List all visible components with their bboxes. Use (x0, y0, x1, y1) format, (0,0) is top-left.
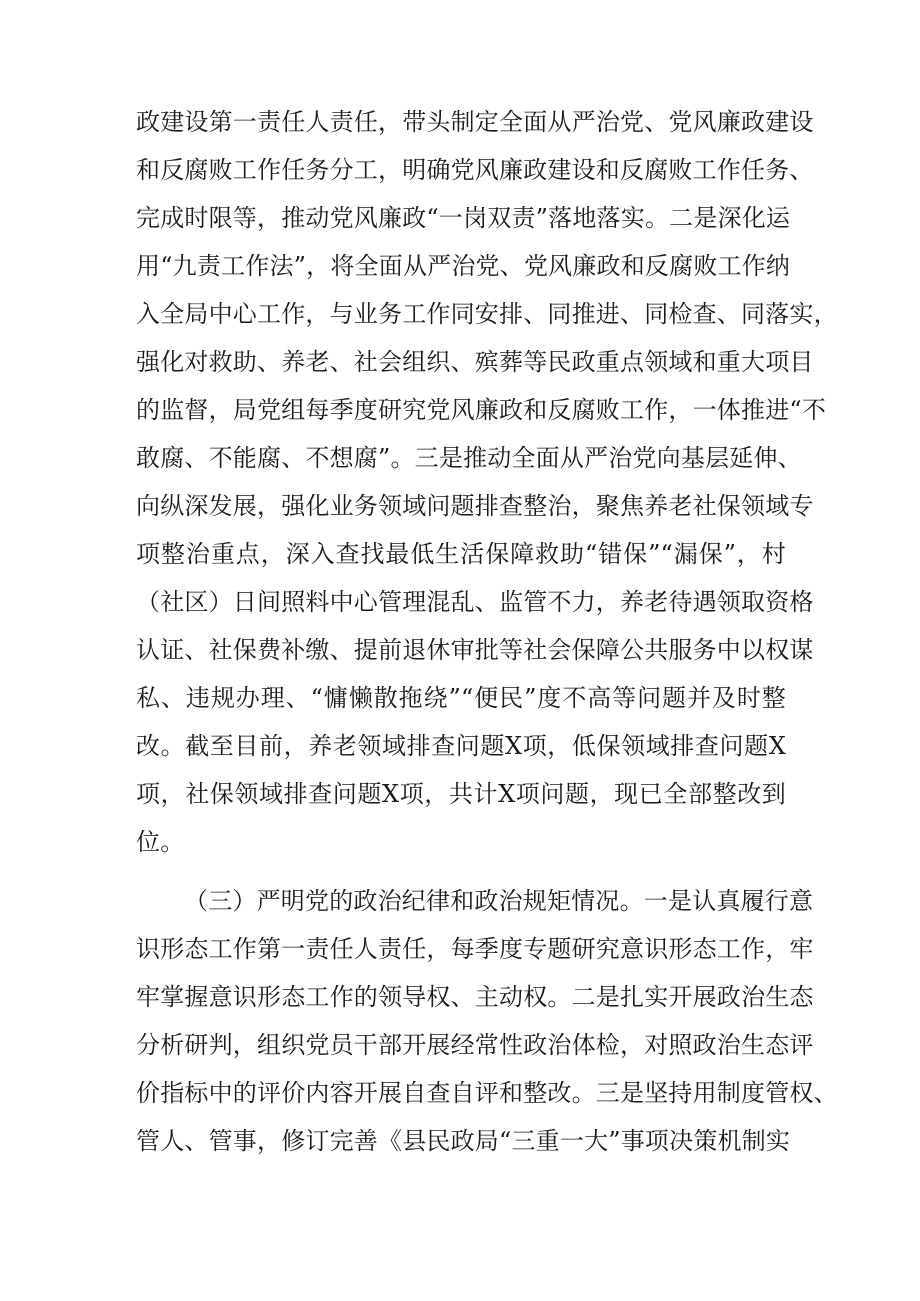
text-line: 价指标中的评价内容开展自查自评和整改。三是坚持用制度管权、 (136, 1079, 838, 1107)
text-line: 用“九责工作法”，将全面从严治党、党风廉政和反腐败工作纳 (136, 252, 791, 280)
text-line: 向纵深发展，强化业务领域问题排查整治，聚焦养老社保领域专 (136, 492, 814, 520)
text-line: 和反腐败工作任务分工，明确党风廉政建设和反腐败工作任务、 (136, 156, 814, 184)
text-line: 敢腐、不能腐、不想腐”。三是推动全面从严治党向基层延伸、 (136, 444, 802, 472)
text-line: 项整治重点，深入查找最低生活保障救助“错保”“漏保”，村 (136, 540, 786, 568)
text-line: 认证、社保费补缴、提前退休审批等社会保障公共服务中以权谋 (136, 636, 814, 664)
text-line: 政建设第一责任人责任，带头制定全面从严治党、党风廉政建设 (136, 108, 814, 136)
text-line: 强化对救助、养老、社会组织、殡葬等民政重点领域和重大项目 (136, 348, 814, 376)
section-heading-line: （三）严明党的政治纪律和政治规矩情况。一是认真履行意 (184, 887, 814, 915)
text-line: 完成时限等，推动党风廉政“一岗双责”落地落实。二是深化运 (136, 204, 791, 232)
text-line: 项，社保领域排查问题X项，共计X项问题，现已全部整改到 (136, 780, 786, 808)
text-line: （社区）日间照料中心管理混乱、监管不力，养老待遇领取资格 (136, 588, 814, 616)
text-line: 分析研判，组织党员干部开展经常性政治体检，对照政治生态评 (136, 1031, 814, 1059)
text-line: 识形态工作第一责任人责任，每季度专题研究意识形态工作，牢 (136, 935, 814, 963)
text-line: 牢掌握意识形态工作的领导权、主动权。二是扎实开展政治生态 (136, 983, 814, 1011)
text-line: 位。 (136, 828, 185, 856)
text-line: 私、违规办理、“慵懒散拖绕”“便民”度不高等问题并及时整 (136, 684, 786, 712)
text-line: 入全局中心工作，与业务工作同安排、同推进、同检查、同落实， (136, 300, 838, 328)
text-line: 的监督，局党组每季度研究党风廉政和反腐败工作，一体推进“不 (136, 396, 827, 424)
text-line: 管人、管事，修订完善《县民政局“三重一大”事项决策机制实 (136, 1127, 791, 1155)
text-line: 改。截至目前，养老领域排查问题X项，低保领域排查问题X (136, 732, 786, 760)
